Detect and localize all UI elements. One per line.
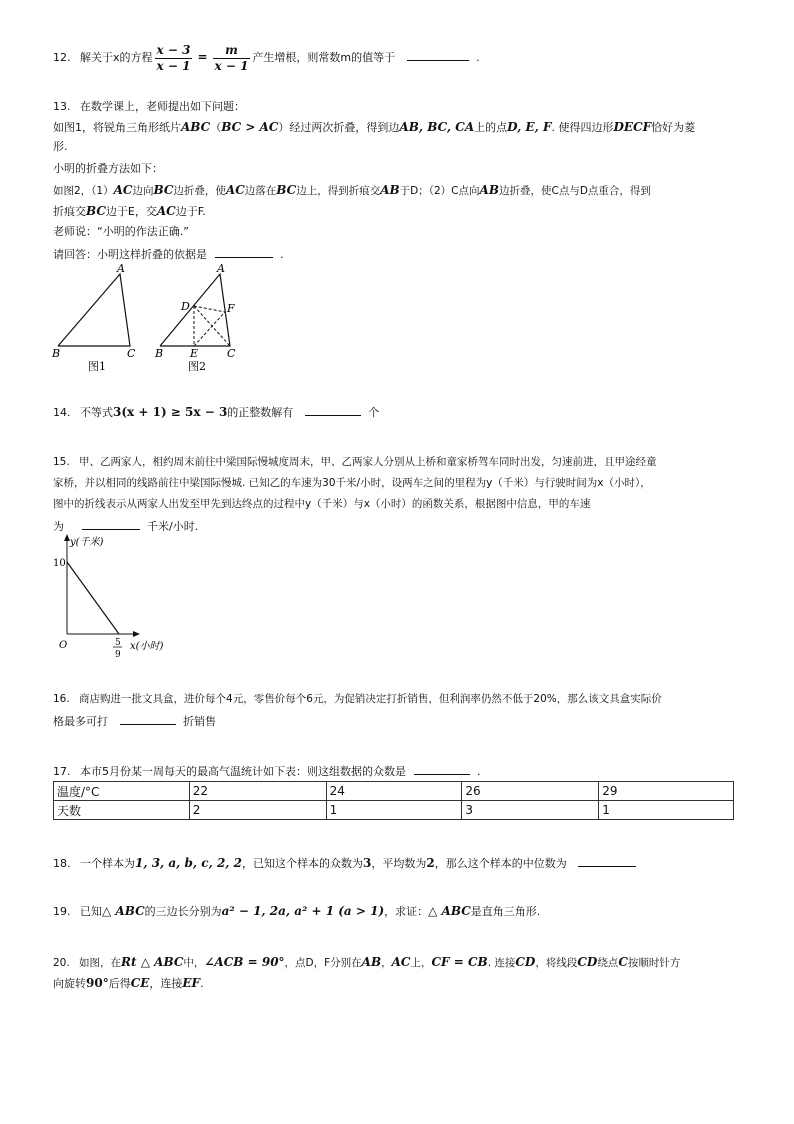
vertex-label-a: A	[217, 262, 225, 275]
text: 一个样本为	[80, 857, 135, 870]
math-expr: 90°	[86, 976, 109, 990]
question-number: 20.	[53, 957, 70, 969]
question-text: 在数学课上，老师提出如下问题：	[80, 100, 245, 113]
question-14	[53, 403, 379, 421]
x-tick-numerator: 5	[115, 638, 121, 648]
math-expr: ABC	[181, 120, 211, 134]
table-cell: 温度/°C	[54, 782, 190, 801]
text: ，连接	[149, 977, 183, 990]
answer-blank[interactable]	[82, 517, 140, 530]
graph-line	[67, 562, 119, 634]
math-expr: △ ABC	[102, 904, 145, 918]
question-16-line1	[53, 691, 662, 707]
text: 上，	[410, 957, 432, 969]
text: 商店购进一批文具盒，进价每个4元，零售价每个6元，为促销决定打折销售，但利润率仍然不低于20%，那么该文具盒实际价	[79, 693, 662, 705]
text: 按顺时针方	[627, 957, 681, 969]
vertex-label-b: B	[155, 347, 164, 360]
text: 甲、乙两家人，相约周末前往中梁国际慢城度周末，甲、乙两家人分别从上桥和童家桥驾车同时出发，匀速前进，且甲途经童	[79, 456, 657, 468]
question-text: 产生增根，则常数m的值等于	[252, 51, 396, 64]
text: 的正整数解有	[227, 406, 294, 419]
figure-2-triangle	[150, 260, 270, 375]
figure-caption: 图1	[88, 360, 106, 373]
math-expr: AC	[225, 183, 245, 197]
text: 边折叠，使C点与D点重合，得到	[498, 185, 651, 197]
y-axis-label: y(千米)	[70, 537, 104, 548]
triangle-abc	[58, 274, 130, 346]
question-13-line5	[53, 182, 651, 199]
table-cell: 1	[326, 801, 462, 820]
question-18	[53, 854, 640, 872]
text: 边折叠，使	[173, 185, 226, 197]
period: .	[476, 51, 480, 64]
question-number: 19.	[53, 905, 71, 918]
question-number: 18.	[53, 857, 71, 870]
math-expr: AB	[361, 955, 382, 969]
table-cell: 29	[599, 782, 734, 801]
equals-sign: =	[197, 50, 208, 64]
text: （	[210, 121, 222, 134]
text: 如图，在	[79, 957, 122, 969]
text: 恰好为菱	[651, 121, 696, 134]
y-tick-label: 10	[53, 558, 66, 569]
answer-blank[interactable]	[215, 245, 273, 258]
math-expr: ∠ACB = 90°	[204, 955, 285, 969]
table-cell: 2	[189, 801, 326, 820]
question-13-line7: 老师说：“小明的作法正确.”	[53, 225, 189, 238]
question-19	[53, 903, 540, 920]
temperature-table	[53, 781, 734, 820]
origin-label: O	[59, 640, 68, 651]
vertex-label-c: C	[127, 347, 136, 360]
math-expr: BC	[153, 183, 174, 197]
text: 边向	[132, 185, 154, 197]
period: .	[477, 765, 481, 778]
math-expr: Rt △ ABC	[121, 955, 184, 969]
math-expr: AB	[380, 183, 400, 197]
text: ，将线段	[535, 957, 578, 969]
x-axis-arrow-icon	[133, 631, 140, 637]
text: .	[200, 977, 204, 990]
question-16-line2	[53, 712, 216, 730]
text: ）经过两次折叠，得到边	[278, 121, 400, 134]
question-17	[53, 762, 481, 780]
question-13-line6	[53, 203, 206, 220]
table-row	[54, 801, 734, 820]
text: 是直角三角形.	[470, 905, 541, 918]
math-expr: a² − 1, 2a, a² + 1 (a > 1)	[221, 904, 385, 918]
question-number: 15.	[53, 456, 70, 468]
text: 后得	[108, 977, 131, 990]
text: 折痕交	[53, 205, 86, 218]
fraction: $\frac{m}{x - 1}$	[214, 42, 249, 73]
question-text: 解关于x的方程	[80, 51, 153, 64]
question-20-line2	[53, 975, 204, 992]
math-expr: AB	[479, 183, 499, 197]
point-label-f: F	[227, 302, 235, 315]
table-cell: 天数	[54, 801, 190, 820]
text: 已知	[80, 905, 102, 918]
math-expr: BC	[86, 204, 106, 218]
math-expr: DECF	[613, 120, 652, 134]
point-label-e: E	[190, 347, 199, 360]
math-expr: AC	[113, 183, 133, 197]
math-expr: CE	[130, 976, 150, 990]
question-13-line1	[53, 99, 245, 115]
question-13-line3: 形.	[53, 140, 68, 153]
vertex-label-a: A	[117, 262, 125, 275]
text: 边于E，交	[105, 205, 157, 218]
question-number: 14.	[53, 406, 71, 419]
question-number: 17.	[53, 765, 71, 778]
question-15-line2: 家桥，并以相同的线路前往中梁国际慢城. 已知乙的车速为30千米/小时，设两车之间的里程为y（千米）与行驶时间为x（小时），	[53, 477, 651, 489]
text: ，求证：	[384, 905, 429, 918]
x-tick-denominator: 9	[115, 650, 121, 660]
text: 折销售	[183, 715, 216, 728]
text: ，平均数为	[371, 857, 427, 870]
text: . 使得四边形	[551, 121, 614, 134]
question-number: 12.	[53, 51, 71, 64]
vertex-label-c: C	[227, 347, 236, 360]
text: 向旋转	[53, 977, 86, 990]
question-12	[53, 42, 480, 74]
text: 千米/小时.	[147, 520, 199, 533]
text: 中，	[183, 957, 205, 969]
math-expr: △ ABC	[428, 904, 471, 918]
answer-blank[interactable]	[407, 48, 469, 61]
math-expr: AC	[156, 204, 176, 218]
triangle-abc	[160, 274, 230, 346]
math-expr: CD	[515, 955, 536, 969]
answer-blank[interactable]	[305, 403, 361, 416]
x-axis-label: x(小时)	[130, 641, 164, 652]
distance-time-graph	[50, 532, 180, 662]
question-13-line2	[53, 119, 695, 136]
question-15-line3: 图中的折线表示从两家人出发至甲先到达终点的过程中y（千米）与x（小时）的函数关系，根据图中信息，甲的车速	[53, 498, 591, 510]
table-cell: 26	[462, 782, 599, 801]
text: ，那么这个样本的中位数为	[434, 857, 567, 870]
period: .	[280, 248, 284, 261]
vertex-label-b: B	[52, 347, 61, 360]
math-expr: BC	[276, 183, 297, 197]
text: 请回答：小明这样折叠的依据是	[53, 248, 207, 261]
text: 绕点	[597, 957, 619, 969]
table-cell: 1	[599, 801, 734, 820]
answer-blank[interactable]	[578, 854, 636, 867]
text: 为	[53, 520, 64, 533]
fold-line-ef	[194, 312, 225, 346]
text: 于D；（2）C点向	[399, 185, 480, 197]
question-20-line1	[53, 954, 680, 971]
math-expr: CF = CB	[431, 955, 488, 969]
text: 边上，得到折痕交	[296, 185, 381, 197]
math-expr: 3	[363, 856, 372, 870]
text: ，已知这个样本的众数为	[242, 857, 364, 870]
math-expr: 3(x + 1) ≥ 5x − 3	[113, 405, 228, 419]
table-cell: 24	[326, 782, 462, 801]
math-expr: 1, 3, a, b, c, 2, 2	[135, 856, 243, 870]
math-expr: AC	[391, 955, 411, 969]
math-expr: C	[618, 955, 628, 969]
math-expr: D, E, F	[507, 120, 552, 134]
math-expr: AB, BC, CA	[399, 120, 475, 134]
text: 如图1，将锐角三角形纸片	[53, 121, 181, 134]
table-cell: 3	[462, 801, 599, 820]
text: 本市5月份某一周每天的最高气温统计如下表：则这组数据的众数是	[80, 765, 406, 778]
table-cell: 22	[189, 782, 326, 801]
text: 边于F.	[175, 205, 206, 218]
text: 个	[368, 406, 380, 419]
answer-blank[interactable]	[414, 762, 470, 775]
answer-blank[interactable]	[120, 712, 176, 725]
text: . 连接	[487, 957, 516, 969]
question-15-line1	[53, 454, 657, 470]
text: 如图2，（1）	[53, 185, 114, 197]
math-expr: 2	[426, 856, 435, 870]
math-expr: EF	[182, 976, 201, 990]
fraction: $\frac{x - 3}{x - 1}$	[156, 42, 191, 73]
point-label-d: D	[181, 300, 190, 313]
text: 边落在	[244, 185, 277, 197]
question-number: 13.	[53, 100, 71, 113]
question-13-line4: 小明的折叠方法如下：	[53, 162, 163, 175]
text: 的三边长分别为	[144, 905, 222, 918]
text: 格最多可打	[53, 715, 108, 728]
text: ，	[381, 957, 392, 969]
question-number: 16.	[53, 693, 70, 705]
text: 上的点	[474, 121, 508, 134]
text: ，点D，F分别在	[284, 957, 362, 969]
figure-caption: 图2	[188, 360, 206, 373]
text: 不等式	[80, 406, 113, 419]
table-row	[54, 782, 734, 801]
math-expr: BC > AC	[221, 120, 279, 134]
math-expr: CD	[577, 955, 598, 969]
